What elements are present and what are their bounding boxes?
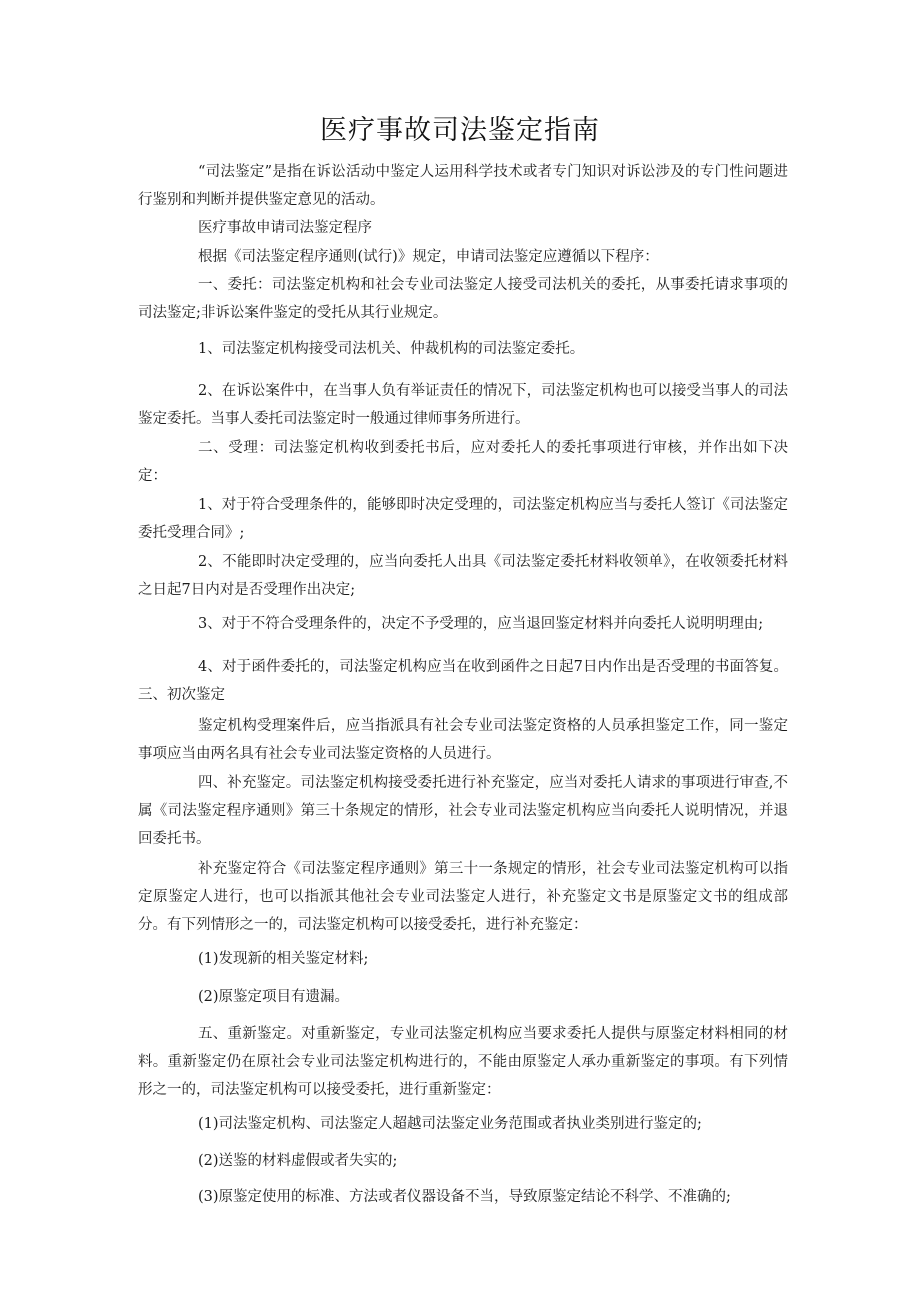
paragraph-accept-item-4: 4、对于函件委托的，司法鉴定机构应当在收到函件之日起7日内作出是否受理的书面答复。三、初次鉴定: [138, 659, 788, 703]
paragraph-reappraisal: 五、重新鉴定。对重新鉴定，专业司法鉴定机构应当要求委托人提供与原鉴定材料相同的材料。重新鉴定仍在原社会专业司法鉴定机构进行的，不能由原鉴定人承办重新鉴定的事项。有下列情形之一的，司法鉴定机构可以接受委托，进行重新鉴定：: [138, 1026, 788, 1098]
paragraph-reappraisal-item-3: (3)原鉴定使用的标准、方法或者仪器设备不当，导致原鉴定结论不科学、不准确的;: [198, 1189, 731, 1205]
paragraph-reappraisal-item-1: (1)司法鉴定机构、司法鉴定人超越司法鉴定业务范围或者执业类别进行鉴定的;: [198, 1116, 702, 1132]
paragraph-supplement-conditions: 补充鉴定符合《司法鉴定程序通则》第三十一条规定的情形，社会专业司法鉴定机构可以指定原鉴定人进行，也可以指派其他社会专业司法鉴定人进行，补充鉴定文书是原鉴定文书的组成部分。有下列情形之一的，司法鉴定机构可以接受委托，进行补充鉴定：: [138, 861, 788, 933]
paragraph-reappraisal-item-2: (2)送鉴的材料虚假或者失实的;: [198, 1153, 398, 1169]
paragraph-basis: 根据《司法鉴定程序通则(试行)》规定，申请司法鉴定应遵循以下程序：: [198, 249, 659, 265]
paragraph-definition: “司法鉴定”是指在诉讼活动中鉴定人运用科学技术或者专门知识对诉讼涉及的专门性问题进行鉴别和判断并提供鉴定意见的活动。: [138, 164, 788, 208]
paragraph-entrust-item-2: 2、在诉讼案件中，在当事人负有举证责任的情况下，司法鉴定机构也可以接受当事人的司法鉴定委托。当事人委托司法鉴定时一般通过律师事务所进行。: [138, 383, 788, 427]
paragraph-entrust-item-1: 1、司法鉴定机构接受司法机关、仲裁机构的司法鉴定委托。: [198, 341, 585, 357]
paragraph-accept-item-2: 2、不能即时决定受理的，应当向委托人出具《司法鉴定委托材料收领单》，在收领委托材料之日起7日内对是否受理作出决定;: [138, 554, 788, 598]
paragraph-accept: 二、受理：司法鉴定机构收到委托书后，应对委托人的委托事项进行审核，并作出如下决定：: [138, 440, 788, 484]
paragraph-accept-item-3: 3、对于不符合受理条件的，决定不予受理的，应当退回鉴定材料并向委托人说明明理由;: [198, 616, 764, 632]
paragraph-supplement-item-2: (2)原鉴定项目有遗漏。: [198, 989, 350, 1005]
paragraph-initial: 鉴定机构受理案件后，应当指派具有社会专业司法鉴定资格的人员承担鉴定工作，同一鉴定事项应当由两名具有社会专业司法鉴定资格的人员进行。: [138, 718, 788, 762]
page-title: 医疗事故司法鉴定指南: [320, 115, 600, 146]
paragraph-entrust: 一、委托：司法鉴定机构和社会专业司法鉴定人接受司法机关的委托，从事委托请求事项的司法鉴定;非诉讼案件鉴定的受托从其行业规定。: [138, 277, 788, 321]
paragraph-supplement: 四、补充鉴定。司法鉴定机构接受委托进行补充鉴定，应当对委托人请求的事项进行审查,不属《司法鉴定程序通则》第三十条规定的情形，社会专业司法鉴定机构应当向委托人说明情况，并退回委托书。: [138, 775, 788, 847]
paragraph-heading-procedure: 医疗事故申请司法鉴定程序: [198, 220, 372, 236]
paragraph-supplement-item-1: (1)发现新的相关鉴定材料;: [198, 951, 369, 967]
paragraph-accept-item-1: 1、对于符合受理条件的，能够即时决定受理的，司法鉴定机构应当与委托人签订《司法鉴定委托受理合同》;: [138, 497, 788, 541]
